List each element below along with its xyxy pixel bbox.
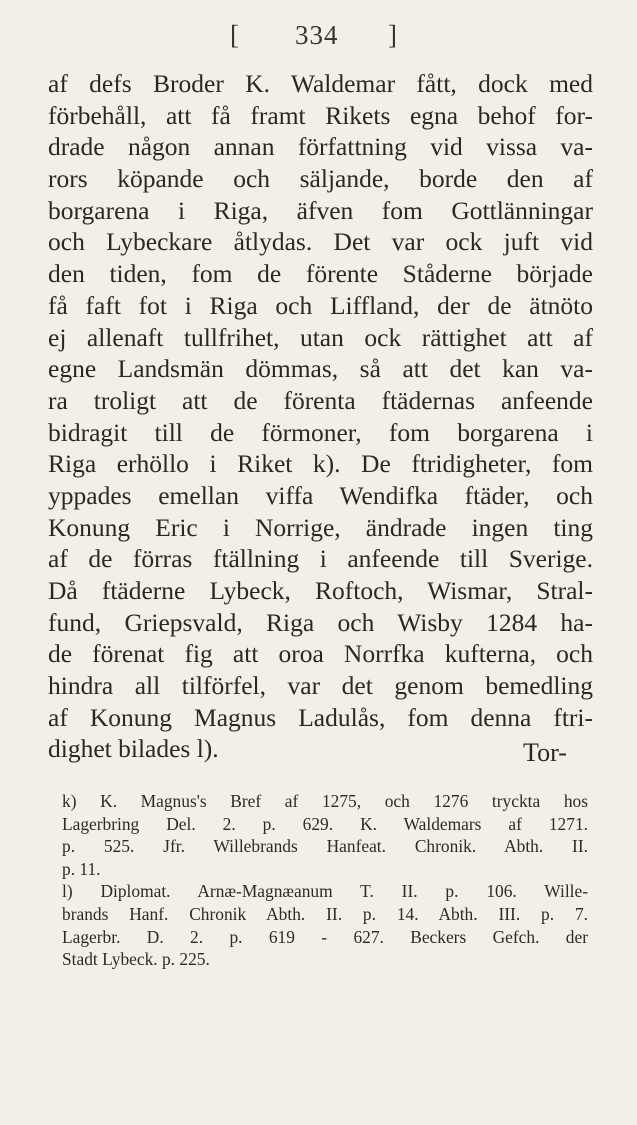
footnote-line: Lagerbring Del. 2. p. 629. K. Waldemars af 1271. (62, 813, 588, 834)
page-number: 334 (295, 20, 339, 50)
footnote-line: p. 525. Jfr. Willebrands Hanfeat. Chronik. Abth. II. (62, 836, 588, 857)
body-line: borgarena i Riga, äfven fom Gottlänningar (48, 195, 593, 225)
header-bracket-right: ] (388, 20, 398, 50)
body-line: yppades emellan viffa Wendifka ftäder, och (48, 480, 593, 510)
body-line: de förenat fig att oroa Norrfka kufterna, och (48, 639, 593, 669)
footnote-line: p. 11. (62, 858, 101, 879)
body-line: Då ftäderne Lybeck, Roftoch, Wismar, Stral- (48, 576, 593, 605)
footnotes (62, 790, 588, 971)
header-bracket-left: [ (230, 20, 240, 50)
page-header (0, 20, 637, 60)
footnote-line: k) K. Magnus's Bref af 1275, och 1276 tryckta hos (62, 791, 588, 811)
body-line: dighet bilades l). (48, 734, 219, 764)
body-line: och Lybeckare åtlydas. Det var ock juft vid (48, 227, 593, 257)
body-line: hindra all tilförfel, var det genom bemedling (48, 671, 593, 701)
body-line: få faft fot i Riga och Liffland, der de ätnöto (48, 290, 593, 320)
body-line: fund, Griepsvald, Riga och Wisby 1284 ha- (48, 607, 593, 637)
footnote-line: l) Diplomat. Arnæ-Magnæanum T. II. p. 106. Wille- (62, 881, 588, 902)
body-line: rors köpande och säljande, borde den af (48, 164, 593, 194)
body-line: egne Landsmän dömmas, så att det kan va- (48, 354, 593, 384)
footnote-line: Stadt Lybeck. p. 225. (62, 949, 210, 970)
body-line: af Konung Magnus Ladulås, fom denna ftri- (48, 702, 593, 732)
body-line: drade någon annan författning vid vissa va- (48, 132, 593, 162)
footnote-line: Lagerbr. D. 2. p. 619 - 627. Beckers Gefch. der (62, 926, 588, 947)
body-line: bidragit till de förmoner, fom borgarena i (48, 417, 593, 447)
body-line: Konung Eric i Norrige, ändrade ingen ting (48, 512, 593, 542)
footnote-line: brands Hanf. Chronik Abth. II. p. 14. Abth. III. p. 7. (62, 903, 588, 924)
body-line: den tiden, fom de förente Ståderne började (48, 259, 593, 289)
body-line: ej allenaft tullfrihet, utan ock rättighet att af (48, 322, 593, 352)
body-line: ra troligt att de förenta ftädernas anfeende (48, 385, 593, 415)
body-line: förbehåll, att få framt Rikets egna behof for- (48, 100, 593, 130)
catchword: Tor- (523, 738, 567, 767)
body-line: af de förras ftällning i anfeende till Sverige. (48, 544, 593, 574)
body-line: Riga erhöllo i Riket k). De ftridigheter, fom (48, 449, 593, 479)
body-line: af defs Broder K. Waldemar fått, dock med (48, 69, 593, 98)
body-text (48, 68, 593, 765)
